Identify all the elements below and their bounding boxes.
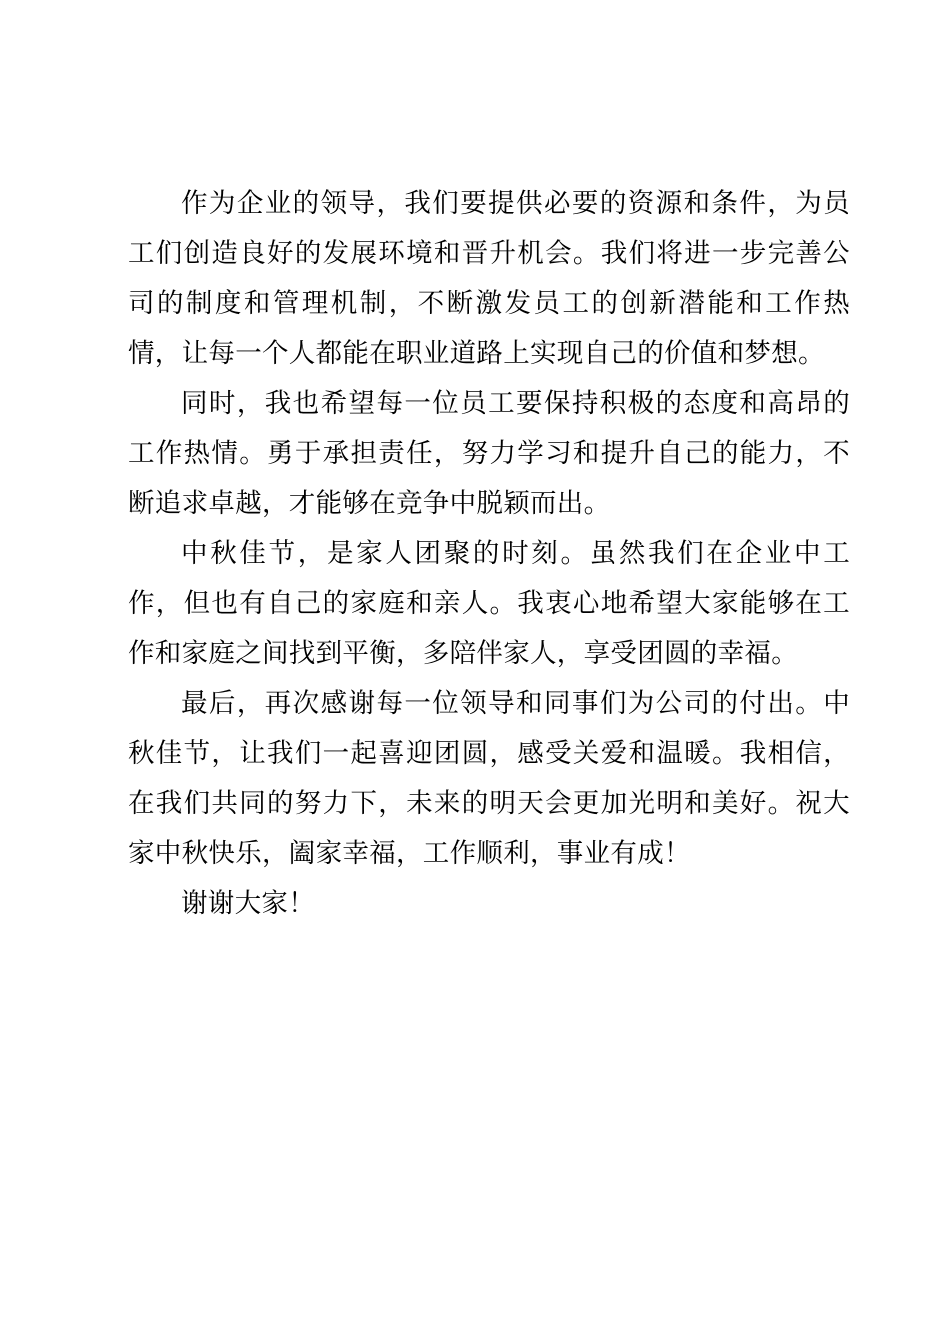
paragraph-resources-support: 作为企业的领导，我们要提供必要的资源和条件，为员工们创造良好的发展环境和晋升机会。我们将进一步完善公司的制度和管理机制，不断激发员工的创新潜能和工作热情，让每一个人都能在职业道路上实现自己的价值和梦想。 <box>128 188 850 368</box>
document-text-block <box>128 178 850 928</box>
paragraph-employee-attitude: 同时，我也希望每一位员工要保持积极的态度和高昂的工作热情。勇于承担责任，努力学习和提升自己的能力，不断追求卓越，才能够在竞争中脱颖而出。 <box>128 388 850 518</box>
paragraph-family-reunion: 中秋佳节，是家人团聚的时刻。虽然我们在企业中工作，但也有自己的家庭和亲人。我衷心地希望大家能够在工作和家庭之间找到平衡，多陪伴家人，享受团圆的幸福。 <box>128 538 850 668</box>
paragraph-thanks-and-wishes: 最后，再次感谢每一位领导和同事们为公司的付出。中秋佳节，让我们一起喜迎团圆，感受关爱和温暖。我相信，在我们共同的努力下，未来的明天会更加光明和美好。祝大家中秋快乐，阖家幸福，工作顺利，事业有成！ <box>128 688 850 868</box>
paragraph-closing-thanks: 谢谢大家！ <box>181 888 315 918</box>
